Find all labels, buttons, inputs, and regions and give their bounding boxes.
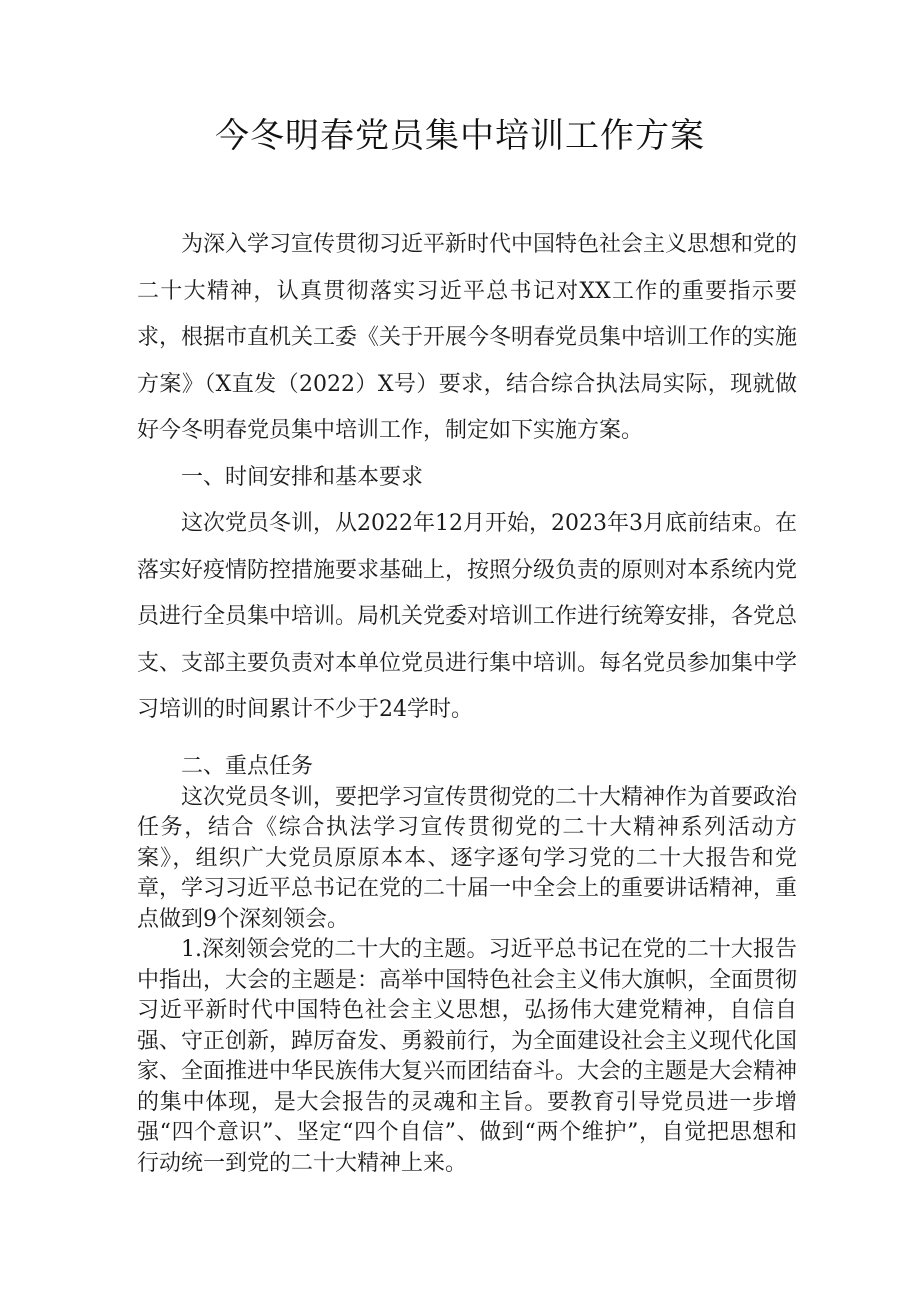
section1-paragraph: 这次党员冬训，从2022年12月开始，2023年3月底前结束。在落实好疫情防控措施要求基础上，按照分级负责的原则对本系统内党员进行全员集中培训。局机关党委对培训工作进行统筹安排，各党总支、支部主要负责对本单位党员进行集中培训。每名党员参加集中学习培训的时间累计不少于24学时。 bbox=[137, 511, 798, 722]
document-title: 今冬明春党员集中培训工作方案 bbox=[215, 116, 705, 156]
section2-paragraph: 这次党员冬训，要把学习宣传贯彻党的二十大精神作为首要政治任务，结合《综合执法学习宣传贯彻党的二十大精神系列活动方案》，组织广大党员原原本本、逐字逐句学习党的二十大报告和党章，学习习近平总书记在党的二十届一中全会上的重要讲话精神，重点做到9个深刻领会。 bbox=[137, 784, 798, 932]
section-heading-2: 二、重点任务 bbox=[181, 754, 314, 779]
document-body-lower bbox=[137, 752, 797, 1179]
item1-paragraph: 1.深刻领会党的二十大的主题。习近平总书记在党的二十大报告中指出，大会的主题是：高举中国特色社会主义伟大旗帜，全面贯彻习近平新时代中国特色社会主义思想，弘扬伟大建党精神，自信自强、守正创新，踔厉奋发、勇毅前行，为全面建设社会主义现代化国家、全面推进中华民族伟大复兴而团结奋斗。大会的主题是大会精神的集中体现，是大会报告的灵魂和主旨。要教育引导党员进一步增强“四个意识”、坚定“四个自信”、做到“两个维护”，自觉把思想和行动统一到党的二十大精神上来。 bbox=[137, 937, 798, 1176]
intro-paragraph: 为深入学习宣传贯彻习近平新时代中国特色社会主义思想和党的二十大精神，认真贯彻落实习近平总书记对XX工作的重要指示要求，根据市直机关工委《关于开展今冬明春党员集中培训工作的实施方案》（X直发（2022）X号）要求，结合综合执法局实际，现就做好今冬明春党员集中培训工作，制定如下实施方案。 bbox=[137, 232, 798, 443]
section-heading-1: 一、时间安排和基本要求 bbox=[181, 464, 424, 490]
document-body-upper bbox=[137, 222, 797, 734]
